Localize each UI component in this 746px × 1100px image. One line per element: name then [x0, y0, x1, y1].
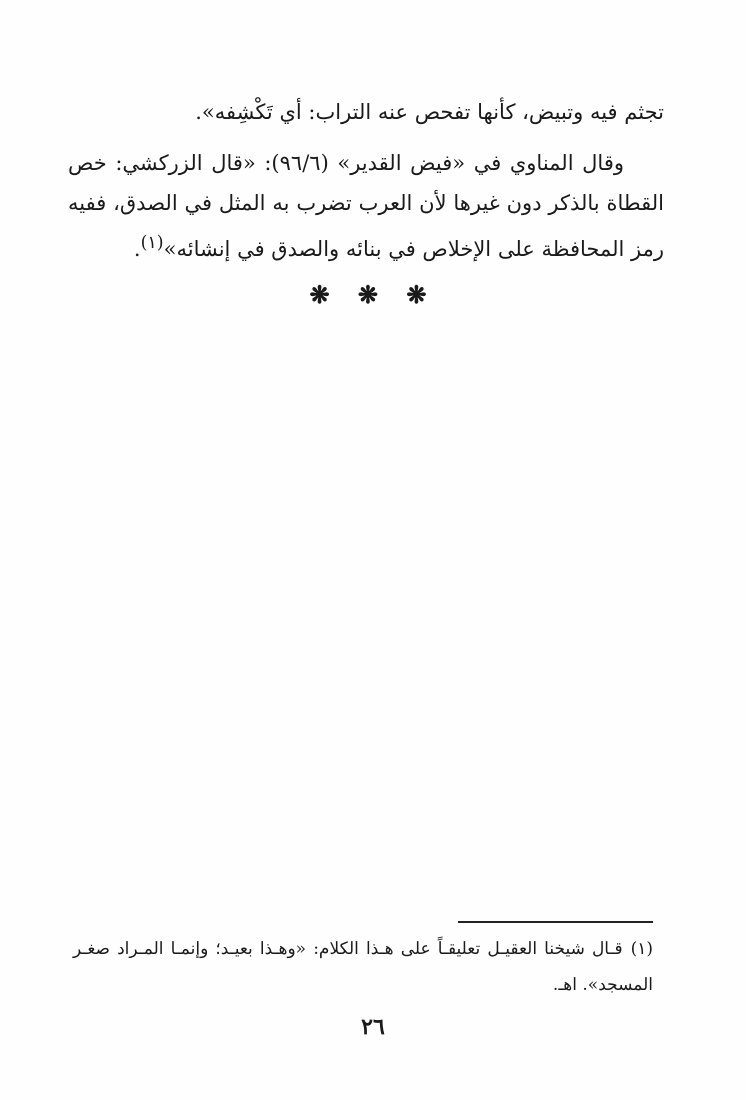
footnote-reference[interactable]: (١) — [140, 233, 164, 253]
paragraph-munawi-text: وقال المناوي في «فيض القدير» (٩٦/٦): «قال الزركشي: خص القطاة بالذكر دون غيرها لأن العرب تضرب به المثل في الصدق، ففيه رمز المحافظة على الإخلاص في بنائه والصدق في إنشائه» — [68, 151, 664, 261]
page-number: ٢٦ — [361, 1014, 385, 1040]
footnote-number: (١) — [630, 939, 653, 959]
footnote-divider — [458, 921, 653, 923]
footnote — [73, 931, 653, 1003]
paragraph-munawi-quote — [68, 143, 664, 269]
section-separator: ❋ ❋ ❋ — [309, 280, 437, 309]
paragraph-end-punctuation: . — [133, 237, 141, 261]
footnote-text: قـال شيخنا العقيـل تعليقـاً على هـذا الكلام: «وهـذا بعيـد؛ وإنمـا المـراد صغـر المسجد». اهـ. — [73, 939, 653, 995]
paragraph-continuation: تجثم فيه وتبيض، كأنها تفحص عنه التراب: أي تَكْشِفه». — [195, 100, 664, 124]
